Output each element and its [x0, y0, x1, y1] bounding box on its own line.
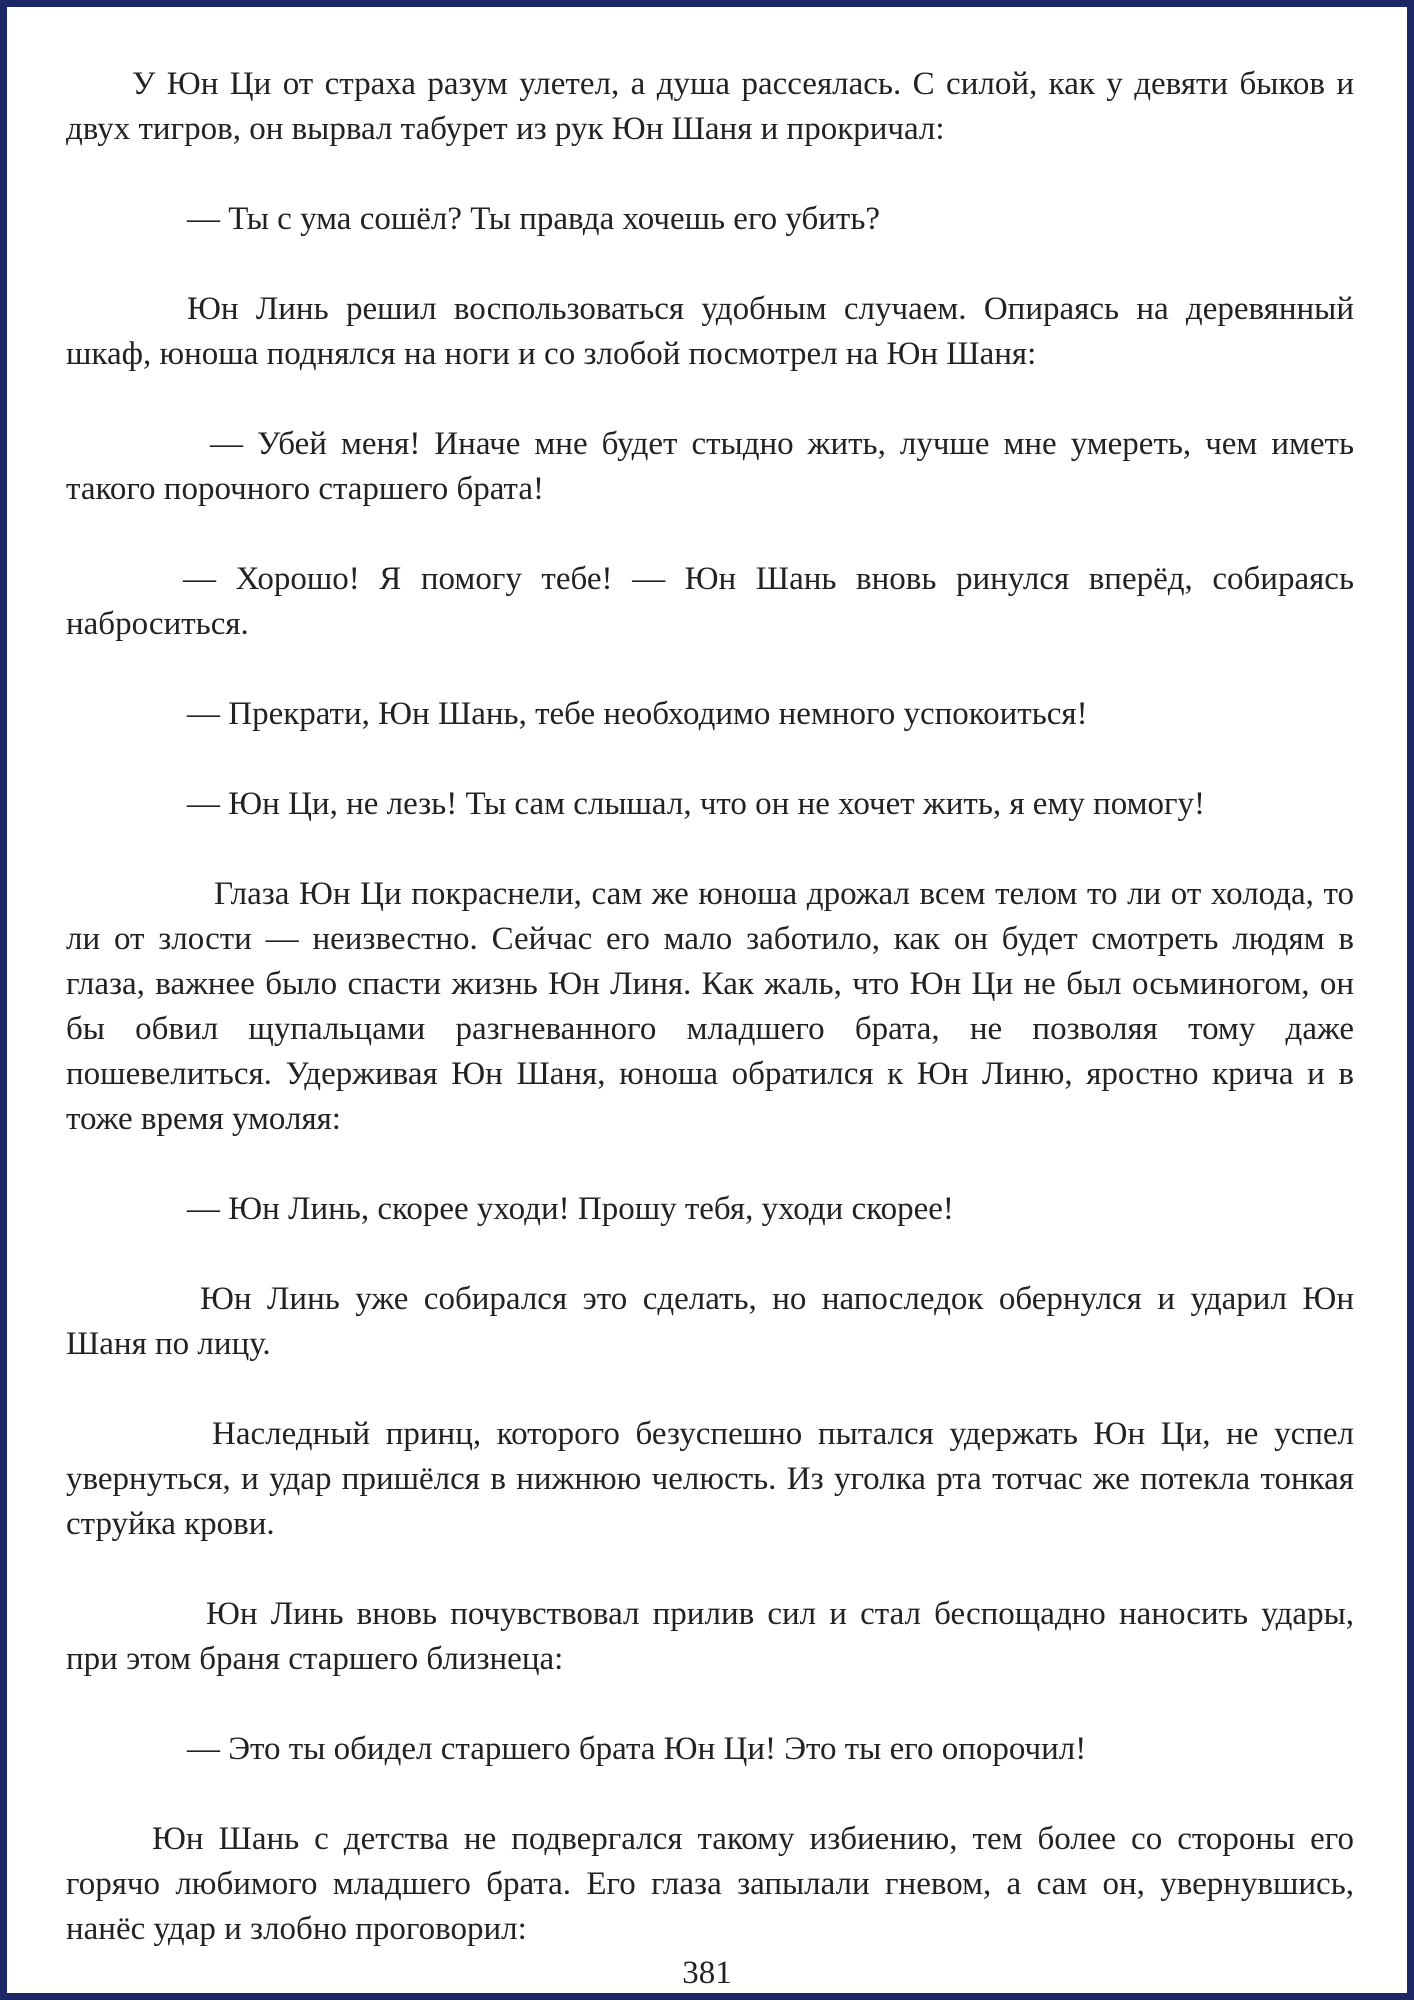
paragraph-7: — Юн Ци, не лезь! Ты сам слышал, что он не хочет жить, я ему помогу! [187, 786, 1206, 822]
paragraph-4: — Убей меня! Иначе мне будет стыдно жить, лучше мне умереть, чем иметь такого порочного старшего брата! [66, 426, 1354, 507]
paragraph-10: Юн Линь уже собирался это сделать, но напоследок обернулся и ударил Юн Шаня по лицу. [66, 1281, 1354, 1362]
paragraph-3: Юн Линь решил воспользоваться удобным случаем. Опираясь на деревянный шкаф, юноша поднялся на ноги и со злобой посмотрел на Юн Шаня: [66, 291, 1354, 372]
paragraph-6: — Прекрати, Юн Шань, тебе необходимо немного успокоиться! [187, 696, 1088, 732]
paragraph-14: Юн Шань с детства не подвергался такому избиению, тем более со стороны его горячо любимого младшего брата. Его глаза запылали гневом, а сам он, увернувшись, нанёс удар и злобно проговорил: [66, 1821, 1354, 1947]
paragraph-11: Наследный принц, которого безуспешно пытался удержать Юн Ци, не успел увернуться, и удар пришёлся в нижнюю челюсть. Из уголка рта тотчас же потекла тонкая струйка крови. [66, 1416, 1354, 1542]
paragraph-8: Глаза Юн Ци покраснели, сам же юноша дрожал всем телом то ли от холода, то ли от злости — неизвестно. Сейчас его мало заботило, как он будет смотреть людям в глаза, важнее было спасти жизнь Юн Линя. Как жаль, что Юн Ци не был осьминогом, он бы обвил щупальцами разгневанного младшего брата, не позволяя тому даже пошевелиться. Удерживая Юн Шаня, юноша обратился к Юн Линю, яростно крича и в тоже время умоляя: [66, 876, 1354, 1137]
paragraph-5: — Хорошо! Я помогу тебе! — Юн Шань вновь ринулся вперёд, собираясь наброситься. [66, 561, 1354, 642]
paragraph-12: Юн Линь вновь почувствовал прилив сил и стал беспощадно наносить удары, при этом браня старшего близнеца: [66, 1596, 1354, 1677]
paragraph-9: — Юн Линь, скорее уходи! Прошу тебя, уходи скорее! [187, 1191, 954, 1227]
paragraph-2: — Ты с ума сошёл? Ты правда хочешь его убить? [187, 201, 881, 237]
paragraph-13: — Это ты обидел старшего брата Юн Ци! Это ты его опорочил! [187, 1731, 1087, 1767]
page-text [66, 62, 1354, 1952]
page-number: 381 [682, 1955, 732, 1991]
paragraph-1: У Юн Ци от страха разум улетел, а душа рассеялась. С силой, как у девяти быков и двух тигров, он вырвал табурет из рук Юн Шаня и прокричал: [66, 66, 1354, 147]
